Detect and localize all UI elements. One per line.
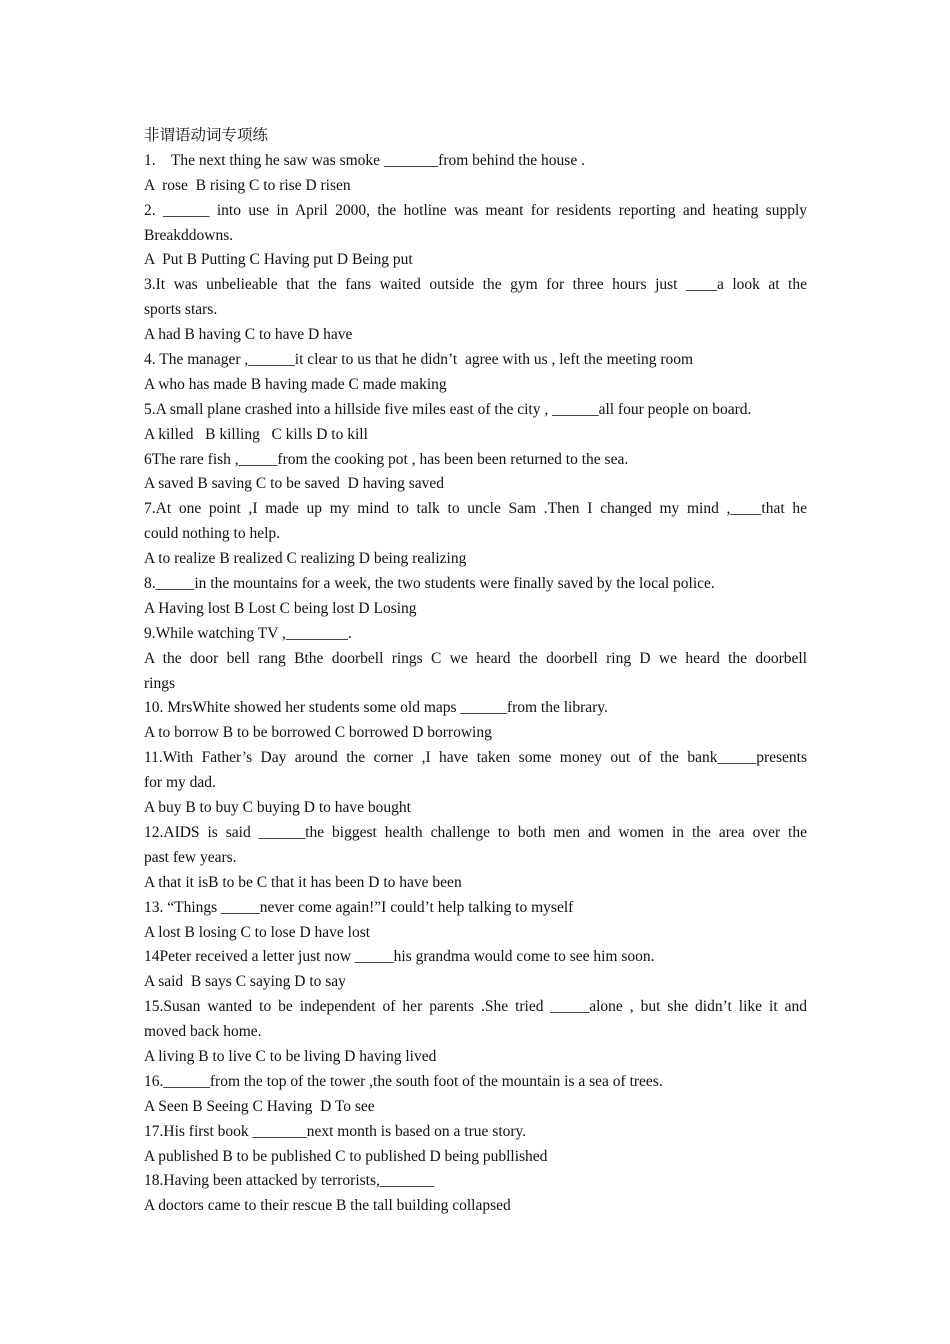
text-line: 11.With Father’s Day around the corner ,I have taken some money out of the bank_____presents (144, 749, 807, 767)
document-body (144, 124, 807, 1219)
text-line: 5.A small plane crashed into a hillside five miles east of the city , ______all four people on board. (144, 400, 752, 418)
text-line: A that it isB to be C that it has been D to have been (144, 873, 462, 891)
text-line: A Having lost B Lost C being lost D Losing (144, 599, 417, 617)
text-line: A lost B losing C to lose D have lost (144, 923, 371, 941)
text-line: A buy B to buy C buying D to have bought (144, 799, 411, 817)
text-line: 10. MrsWhite showed her students some old maps ______from the library. (144, 699, 608, 717)
text-line: A living B to live C to be living D having lived (144, 1047, 437, 1065)
text-line: 4. The manager ,______it clear to us that he didn’t agree with us , left the meeting room (144, 351, 694, 369)
text-line: moved back home. (144, 1023, 262, 1041)
text-line: for my dad. (144, 774, 216, 792)
text-line: A rose B rising C to rise D risen (144, 176, 351, 194)
text-line: A Seen B Seeing C Having D To see (144, 1097, 375, 1115)
text-line: 9.While watching TV ,________. (144, 624, 352, 642)
text-line: 16.______from the top of the tower ,the south foot of the mountain is a sea of trees. (144, 1072, 663, 1090)
text-line: A Put B Putting C Having put D Being put (144, 251, 413, 269)
text-line: 17.His first book _______next month is based on a true story. (144, 1122, 527, 1140)
text-line: 3.It was unbelieable that the fans waited outside the gym for three hours just ____a look at the (144, 276, 807, 294)
text-line: A said B says C saying D to say (144, 973, 346, 991)
page-title: 非谓语动词专项练 (144, 127, 269, 144)
text-line: could nothing to help. (144, 525, 281, 543)
text-line: sports stars. (144, 301, 218, 319)
text-line: A the door bell rang Bthe doorbell rings C we heard the doorbell ring D we heard the doorbell (144, 649, 807, 667)
text-line: 2. ______ into use in April 2000, the hotline was meant for residents reporting and heating supply (144, 201, 807, 219)
text-line: A saved B saving C to be saved D having saved (144, 475, 445, 493)
text-line: 6The rare fish ,_____from the cooking pot , has been been returned to the sea. (144, 450, 629, 468)
text-line: 18.Having been attacked by terrorists,_______ (144, 1172, 435, 1190)
text-line: 15.Susan wanted to be independent of her parents .She tried _____alone , but she didn’t like it and (144, 998, 807, 1016)
text-line: A published B to be published C to published D being publlished (144, 1147, 548, 1165)
text-line: A doctors came to their rescue B the tall building collapsed (144, 1197, 511, 1215)
text-line: A to borrow B to be borrowed C borrowed D borrowing (144, 724, 492, 742)
text-line: A killed B killing C kills D to kill (144, 425, 368, 443)
text-line: rings (144, 674, 175, 692)
text-line: 7.At one point ,I made up my mind to talk to uncle Sam .Then I changed my mind ,____that he (144, 500, 807, 518)
text-line: past few years. (144, 848, 237, 866)
text-line: 13. “Things _____never come again!”I could’t help talking to myself (144, 898, 574, 916)
text-line: Breakddowns. (144, 226, 234, 244)
text-line: A had B having C to have D have (144, 326, 353, 344)
text-line: 8._____in the mountains for a week, the two students were finally saved by the local police. (144, 575, 715, 593)
text-line: 14Peter received a letter just now _____his grandma would come to see him soon. (144, 948, 655, 966)
text-line: A who has made B having made C made making (144, 375, 447, 393)
text-line: A to realize B realized C realizing D being realizing (144, 550, 467, 568)
text-line: 1. The next thing he saw was smoke _______from behind the house . (144, 151, 585, 169)
text-line: 12.AIDS is said ______the biggest health challenge to both men and women in the area over the (144, 823, 807, 841)
